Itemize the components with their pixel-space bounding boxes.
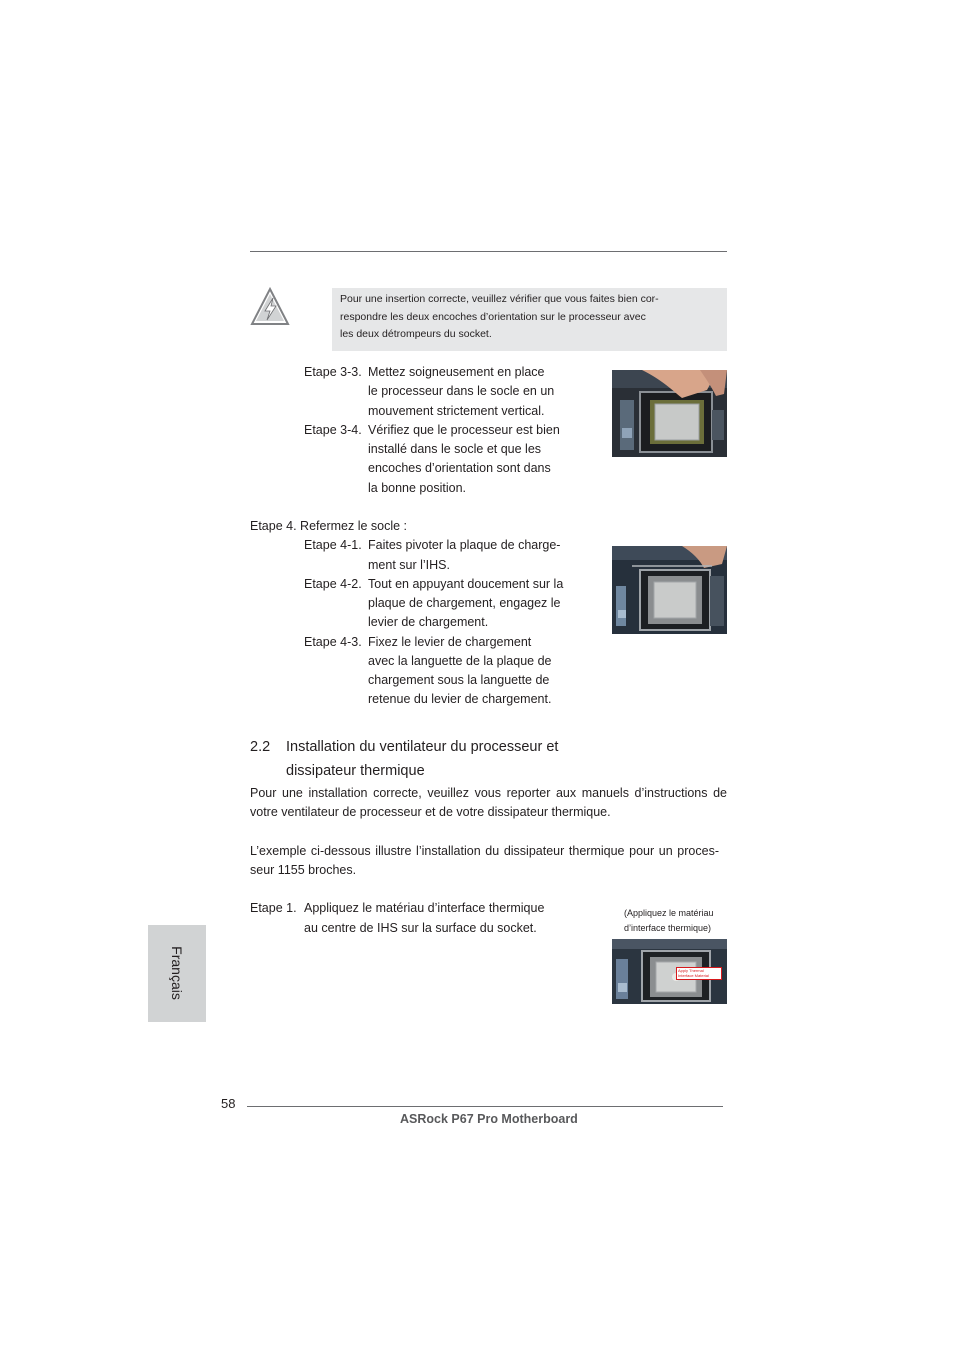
paragraph-line: votre ventilateur de processeur et de votre dissipateur thermique. — [250, 805, 611, 819]
step-4-3-label: Etape 4-3. — [304, 635, 362, 649]
step-4-2-text: levier de chargement. — [368, 615, 489, 629]
step-3-4-label: Etape 3-4. — [304, 423, 362, 437]
paragraph-line: seur 1155 broches. — [250, 863, 357, 877]
step-3-4-text: installé dans le socle et que les — [368, 442, 542, 456]
step-4-1-text: ment sur l’IHS. — [368, 558, 450, 572]
language-tab — [148, 925, 206, 1022]
paragraph-line: Pour une installation correcte, veuillez vous reporter aux manuels d’instructions de — [250, 786, 727, 800]
step-4-2-label: Etape 4-2. — [304, 577, 362, 591]
warning-icon — [249, 286, 291, 328]
thermal-label-box — [676, 967, 722, 980]
step-3-3-text: le processeur dans le socle en un — [368, 384, 555, 398]
thermal-label-text: Interface Material — [678, 973, 709, 978]
step-4-3-text: Fixez le levier de chargement — [368, 635, 532, 649]
footer-product: ASRock P67 Pro Motherboard — [400, 1112, 578, 1126]
step-3-4-text: la bonne position. — [368, 481, 466, 495]
section-title: dissipateur thermique — [286, 763, 425, 779]
step-4-2-text: plaque de chargement, engagez le — [368, 596, 561, 610]
step-3-4-text: encoches d’orientation sont dans — [368, 461, 551, 475]
step-1-label: Etape 1. — [250, 901, 297, 915]
step-4-1-label: Etape 4-1. — [304, 538, 362, 552]
thermal-interface-photo — [612, 939, 727, 1004]
warning-note-line: les deux détrompeurs du socket. — [340, 328, 492, 340]
warning-note-line: Pour une insertion correcte, veuillez vérifier que vous faites bien cor- — [340, 293, 659, 305]
step-4-3-text: chargement sous la languette de — [368, 673, 550, 687]
section-title: Installation du ventilateur du processeur et — [286, 739, 559, 755]
thermal-label-text: Apply Thermal — [678, 968, 704, 973]
warning-note-line: respondre les deux encoches d’orientation sur le processeur avec — [340, 311, 646, 323]
paragraph-line: L’exemple ci-dessous illustre l’installation du dissipateur thermique pour un proces- — [250, 844, 719, 858]
language-tab-label: Français — [169, 946, 185, 1000]
step-4-1-text: Faites pivoter la plaque de charge- — [368, 538, 561, 552]
step-1-text: au centre de IHS sur la surface du socket. — [304, 921, 537, 935]
photo-caption: (Appliquez le matériau — [624, 908, 714, 918]
step-3-3-label: Etape 3-3. — [304, 365, 362, 379]
section-number: 2.2 — [250, 739, 271, 755]
step-1-text: Appliquez le matériau d’interface thermique — [304, 901, 545, 915]
cpu-insertion-photo — [612, 370, 727, 457]
step-4-3-text: avec la languette de la plaque de — [368, 654, 552, 668]
step-4-title: Etape 4. Refermez le socle : — [250, 519, 408, 533]
page-number: 58 — [221, 1096, 236, 1111]
step-3-3-text: Mettez soigneusement en place — [368, 365, 545, 379]
top-rule — [250, 251, 727, 252]
load-plate-photo — [612, 546, 727, 634]
footer-rule — [247, 1106, 723, 1107]
photo-caption: d’interface thermique) — [624, 923, 712, 933]
step-3-3-text: mouvement strictement vertical. — [368, 404, 545, 418]
step-4-2-text: Tout en appuyant doucement sur la — [368, 577, 564, 591]
step-4-3-text: retenue du levier de chargement. — [368, 692, 552, 706]
step-3-4-text: Vérifiez que le processeur est bien — [368, 423, 560, 437]
